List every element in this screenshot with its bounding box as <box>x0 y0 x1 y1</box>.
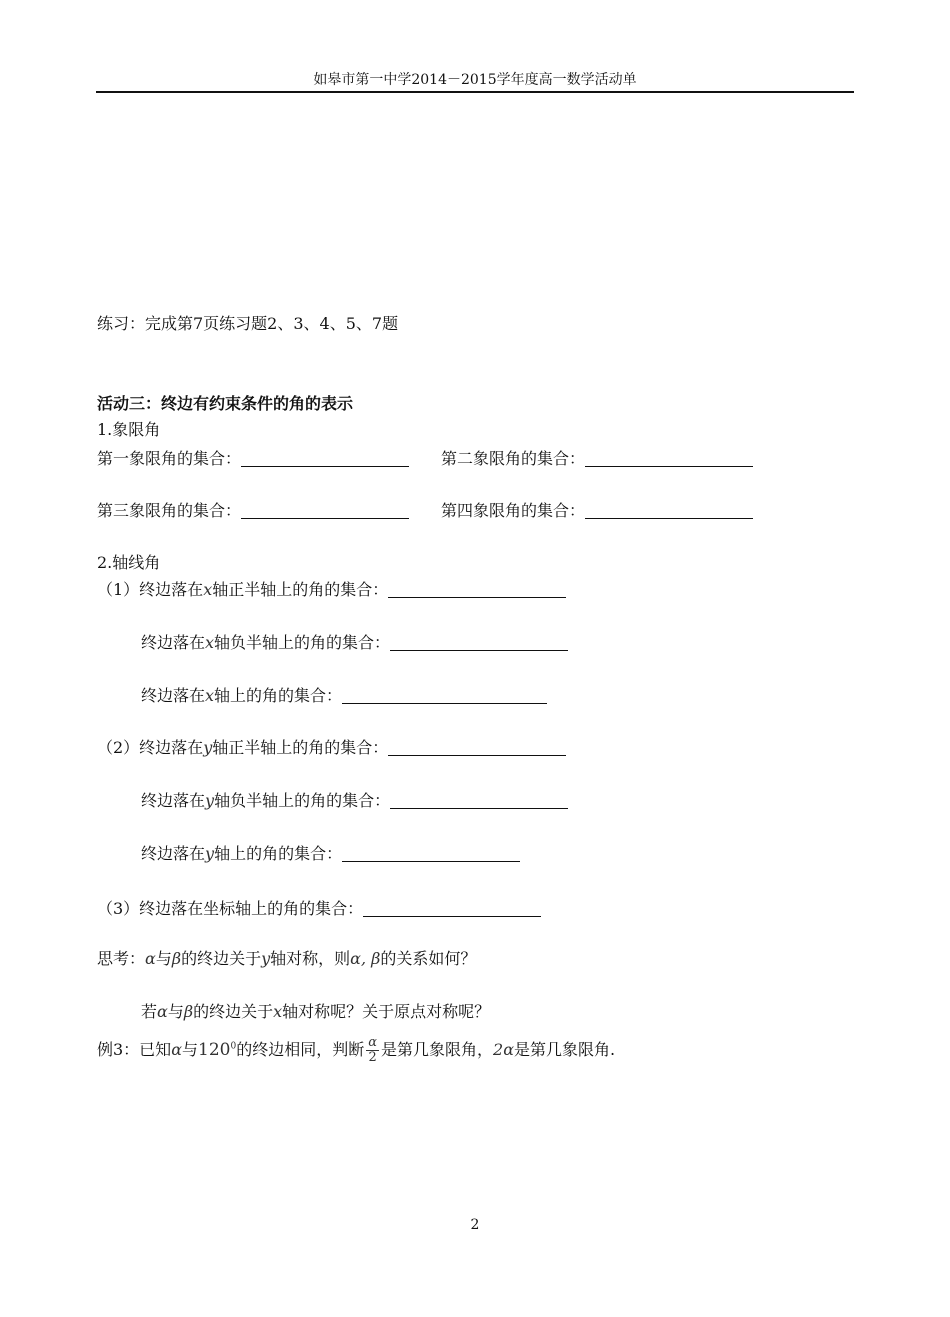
q1-set-line <box>97 450 409 467</box>
x-symbol: x <box>205 686 215 705</box>
axis-item-7-blank[interactable] <box>363 900 541 917</box>
axis-item-4-prefix: （2）终边落在 <box>97 738 204 757</box>
think2-prefix: 若 <box>141 1002 158 1021</box>
axis-item-1-suffix: 轴正半轴上的角的集合： <box>212 580 389 599</box>
think2-mid: 的终边关于 <box>193 1002 274 1021</box>
y-symbol: y <box>261 949 271 968</box>
axis-item-6-blank[interactable] <box>342 845 520 862</box>
q3-label: 第三象限角的集合： <box>97 501 242 520</box>
page-header-title: 如皋市第一中学2014－2015学年度高一数学活动单 <box>313 72 637 88</box>
axis-item-7-label: （3）终边落在坐标轴上的角的集合： <box>97 899 364 918</box>
q2-set-line <box>441 450 753 467</box>
axis-item-4-blank[interactable] <box>388 739 566 756</box>
axis-item-2 <box>141 634 568 651</box>
example3-prefix: 例3：已知 <box>97 1040 172 1060</box>
think-prefix: 思考： <box>97 949 146 968</box>
think-followup <box>141 1004 490 1020</box>
angle-value: 120 <box>198 1039 231 1060</box>
think-mid2: 轴对称，则 <box>270 949 351 968</box>
beta-symbol: β <box>183 1002 194 1021</box>
think-mid: 的终边关于 <box>181 949 262 968</box>
axis-item-1 <box>97 581 566 598</box>
axis-item-4 <box>97 739 566 756</box>
example3-yu: 与 <box>182 1040 199 1060</box>
beta-symbol: β <box>171 949 182 968</box>
q1-label: 第一象限角的集合： <box>97 449 242 468</box>
think-suffix: 的关系如何？ <box>380 949 477 968</box>
alpha-symbol: α <box>157 1002 168 1021</box>
axis-item-6-suffix: 轴上的角的集合： <box>214 844 343 863</box>
axis-item-3 <box>141 687 547 704</box>
q1-answer-blank[interactable] <box>241 450 409 467</box>
practice-line: 练习：完成第7页练习题2、3、4、5、7题 <box>97 314 399 333</box>
q4-answer-blank[interactable] <box>585 502 753 519</box>
axis-item-3-prefix: 终边落在 <box>141 686 206 705</box>
axis-item-7 <box>97 900 541 917</box>
q3-answer-blank[interactable] <box>241 502 409 519</box>
two-alpha-symbol: 2α <box>493 1040 514 1060</box>
degree-mark: 0 <box>230 1040 237 1051</box>
q4-set-line <box>441 502 753 519</box>
angle-120-degrees <box>198 1040 236 1060</box>
q2-answer-blank[interactable] <box>585 450 753 467</box>
think-yu: 与 <box>155 949 172 968</box>
axis-item-2-suffix: 轴负半轴上的角的集合： <box>214 633 391 652</box>
axis-item-4-suffix: 轴正半轴上的角的集合： <box>212 738 389 757</box>
think2-yu: 与 <box>167 1002 184 1021</box>
axis-item-1-prefix: （1）终边落在 <box>97 580 204 599</box>
alpha-over-two-fraction <box>366 1036 379 1064</box>
axis-item-5 <box>141 792 568 809</box>
axis-item-2-blank[interactable] <box>390 634 568 651</box>
x-symbol: x <box>203 580 213 599</box>
q4-label: 第四象限角的集合： <box>441 501 586 520</box>
page-number: 2 <box>470 1217 480 1233</box>
header-rule <box>96 91 854 93</box>
y-symbol: y <box>203 738 213 757</box>
alpha-beta-symbols: α, β <box>350 949 381 968</box>
axis-item-5-prefix: 终边落在 <box>141 791 206 810</box>
activity-three-title: 活动三：终边有约束条件的角的表示 <box>97 394 354 413</box>
quadrant-angle-heading: 1.象限角 <box>97 420 161 439</box>
q2-label: 第二象限角的集合： <box>441 449 586 468</box>
y-symbol: y <box>205 791 215 810</box>
axis-item-6 <box>141 845 520 862</box>
alpha-symbol: α <box>171 1040 182 1060</box>
axis-item-1-blank[interactable] <box>388 581 566 598</box>
y-symbol: y <box>205 844 215 863</box>
think-question <box>97 951 476 967</box>
axis-item-6-prefix: 终边落在 <box>141 844 206 863</box>
axis-item-5-blank[interactable] <box>390 792 568 809</box>
alpha-symbol: α <box>145 949 156 968</box>
example3-mid: 的终边相同，判断 <box>236 1040 365 1060</box>
q3-set-line <box>97 502 409 519</box>
axis-item-5-suffix: 轴负半轴上的角的集合： <box>214 791 391 810</box>
axis-angle-heading: 2.轴线角 <box>97 553 161 572</box>
think2-suffix: 轴对称呢？关于原点对称呢？ <box>282 1002 491 1021</box>
example3-mid2: 是第几象限角， <box>381 1040 494 1060</box>
x-symbol: x <box>205 633 215 652</box>
x-symbol: x <box>273 1002 283 1021</box>
axis-item-3-suffix: 轴上的角的集合： <box>214 686 343 705</box>
example-three <box>97 1036 615 1064</box>
axis-item-2-prefix: 终边落在 <box>141 633 206 652</box>
fraction-numerator: α <box>368 1035 377 1050</box>
example3-suffix: 是第几象限角. <box>514 1040 616 1060</box>
axis-item-3-blank[interactable] <box>342 687 547 704</box>
fraction-denominator: 2 <box>368 1049 377 1065</box>
